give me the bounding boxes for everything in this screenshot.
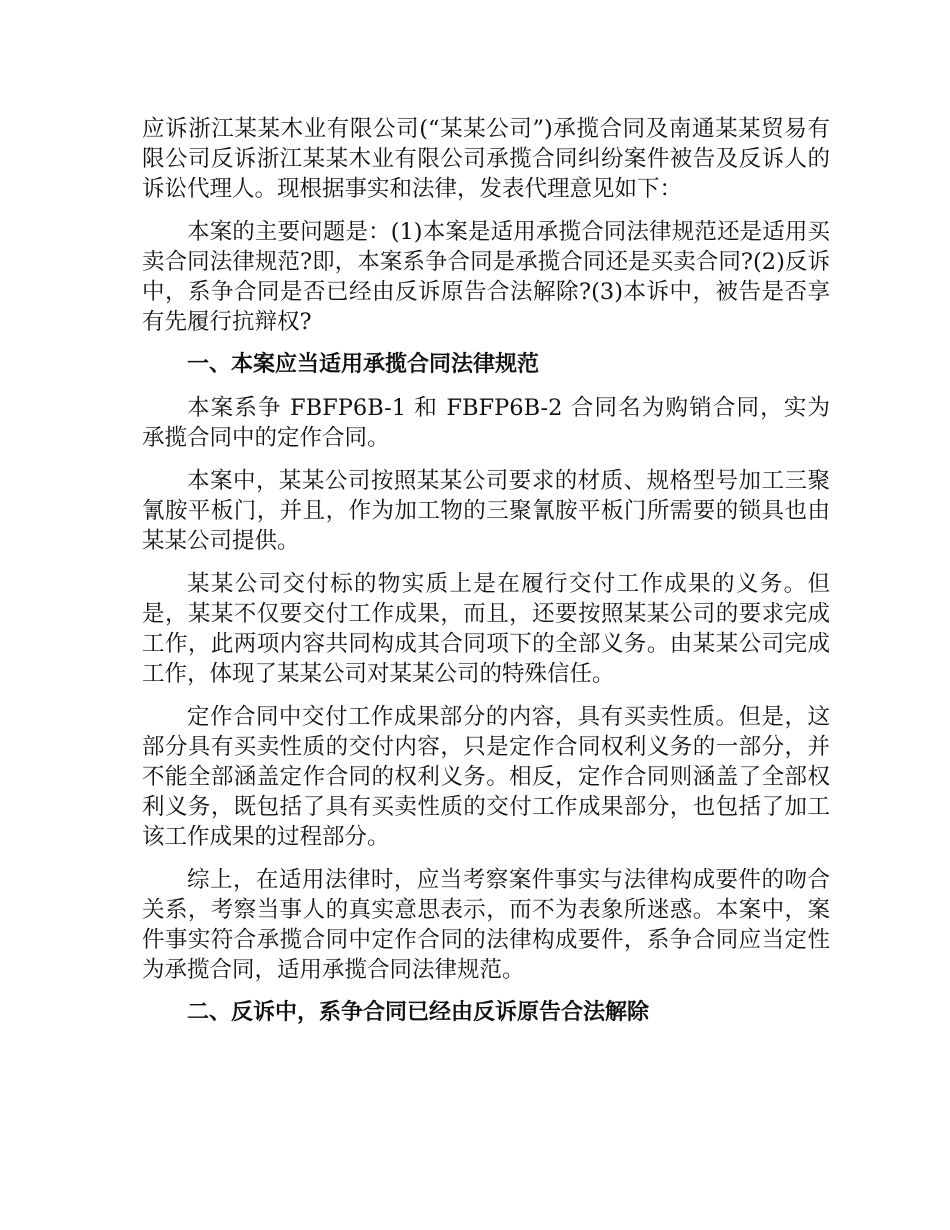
document-body bbox=[142, 114, 830, 1041]
issues-paragraph: 本案的主要问题是：(1)本案是适用承揽合同法律规范还是适用买卖合同法律规范?即，本案系争合同是承揽合同还是买卖合同?(2)反诉中，系争合同是否已经由反诉原告合法解除?(3)本诉中，被告是否享有先履行抗辩权? bbox=[142, 219, 830, 335]
section-heading-1: 一、本案应当适用承揽合同法律规范 bbox=[187, 352, 540, 377]
body-paragraph-5: 综上，在适用法律时，应当考察案件事实与法律构成要件的吻合关系，考察当事人的真实意思表示，而不为表象所迷惑。本案中，案件事实符合承揽合同中定作合同的法律构成要件，系争合同应当定性为承揽合同，适用承揽合同法律规范。 bbox=[142, 867, 830, 983]
body-paragraph-1: 本案系争 FBFP6B-1 和 FBFP6B-2 合同名为购销合同，实为承揽合同中的定作合同。 bbox=[142, 395, 830, 451]
body-paragraph-3: 某某公司交付标的物实质上是在履行交付工作成果的义务。但是，某某不仅要交付工作成果，而且，还要按照某某公司的要求完成工作，此两项内容共同构成其合同项下的全部义务。由某某公司完成工作，体现了某某公司对某某公司的特殊信任。 bbox=[142, 571, 830, 687]
section-heading-2: 二、反诉中，系争合同已经由反诉原告合法解除 bbox=[187, 1000, 650, 1025]
intro-paragraph: 应诉浙江某某木业有限公司(“某某公司”)承揽合同及南通某某贸易有限公司反诉浙江某某木业有限公司承揽合同纠纷案件被告及反诉人的诉讼代理人。现根据事实和法律，发表代理意见如下： bbox=[142, 116, 830, 202]
body-paragraph-4: 定作合同中交付工作成果部分的内容，具有买卖性质。但是，这部分具有买卖性质的交付内容，只是定作合同权利义务的一部分，并不能全部涵盖定作合同的权利义务。相反，定作合同则涵盖了全部权利义务，既包括了具有买卖性质的交付工作成果部分，也包括了加工该工作成果的过程部分。 bbox=[142, 704, 830, 850]
body-paragraph-2: 本案中，某某公司按照某某公司要求的材质、规格型号加工三聚氰胺平板门，并且，作为加工物的三聚氰胺平板门所需要的锁具也由某某公司提供。 bbox=[142, 468, 830, 554]
